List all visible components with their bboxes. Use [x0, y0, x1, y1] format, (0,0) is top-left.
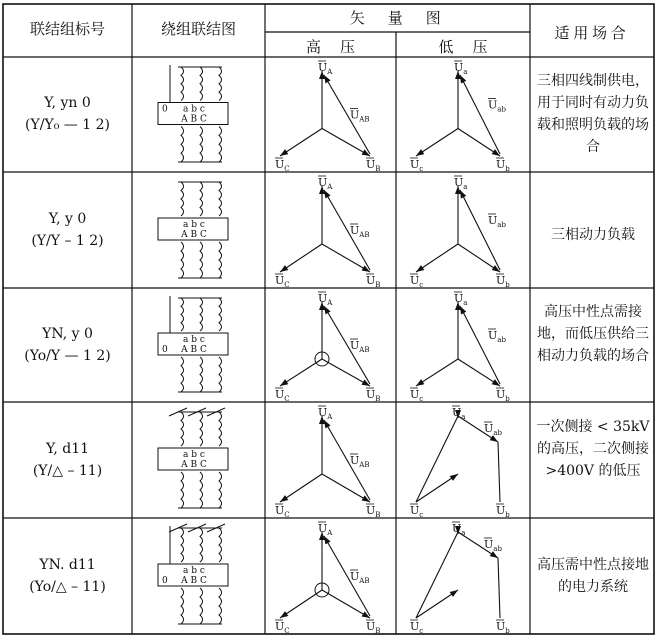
lower-coil	[181, 357, 184, 392]
terminal-labels-lower: a b c	[183, 335, 205, 345]
row-3	[158, 292, 510, 403]
label-Uc: $U_c$	[410, 620, 424, 635]
upper-coil	[181, 412, 184, 446]
high-voltage-phasor	[275, 292, 380, 403]
upper-coil	[181, 182, 184, 216]
terminal-labels-upper: A B C	[181, 230, 207, 240]
header-group-code: 联结组标号	[29, 20, 105, 38]
winding-diagram	[158, 65, 228, 162]
arrow-head	[324, 190, 331, 198]
lower-coil	[200, 472, 203, 508]
upper-coil	[181, 67, 184, 101]
winding-diagram	[158, 296, 228, 392]
label-UA: $U_A$	[318, 292, 333, 307]
label-UB: $U_B$	[366, 274, 381, 289]
label-UB: $U_B$	[366, 504, 381, 519]
high-voltage-phasor	[275, 406, 380, 519]
terminal-labels-lower: a b c	[183, 220, 205, 230]
low-voltage-phasor	[410, 522, 510, 635]
label-UC: $U_C$	[275, 620, 290, 635]
high-voltage-phasor	[275, 522, 380, 635]
arrow-head	[460, 75, 466, 83]
label-UAB: $U_{AB}$	[350, 224, 370, 239]
row-1-usage: 三相四线制供电，用于同时有动力负载和照明负载的场合	[537, 73, 649, 155]
label-UB: $U_B$	[366, 158, 381, 173]
low-voltage-phasor	[410, 292, 510, 403]
label-Uc: $U_c$	[410, 274, 424, 289]
label-Ub: $U_b$	[496, 158, 510, 173]
upper-coil	[219, 412, 222, 446]
upper-coil	[200, 182, 203, 216]
vector-UAB	[324, 75, 370, 154]
row-5-code: YN. d11	[39, 557, 96, 573]
label-Uab: $U_{ab}$	[488, 98, 506, 114]
label-UAB: $U_{AB}$	[350, 108, 370, 124]
row-4-alt: (Y/△ – 11)	[32, 463, 103, 479]
row-2-alt: (Y/Y – 1 2)	[31, 233, 104, 249]
header-usage: 适用场合	[554, 24, 630, 42]
row-2-usage: 三相动力负载	[551, 227, 635, 243]
upper-coil	[219, 182, 222, 216]
label-UA: $U_A$	[318, 406, 333, 421]
lower-coil	[200, 588, 203, 624]
label-UAB: $U_{AB}$	[350, 454, 370, 469]
upper-coil	[181, 528, 184, 562]
label-UAB: $U_{AB}$	[350, 570, 370, 585]
lower-coil	[181, 127, 184, 163]
lower-coil	[219, 357, 222, 392]
arrow-head	[416, 265, 424, 272]
row-2	[158, 176, 510, 289]
row-2-code: Y, y 0	[48, 211, 87, 227]
neutral-label: 0	[162, 345, 168, 355]
label-Uab: $U_{ab}$	[484, 422, 502, 437]
lower-coil	[219, 472, 222, 508]
lower-coil	[200, 127, 203, 163]
lower-coil	[219, 588, 222, 624]
vector-Uab	[460, 190, 500, 270]
label-UA: $U_A$	[318, 176, 333, 191]
winding-diagram	[158, 524, 228, 624]
arrow-head	[416, 379, 424, 386]
upper-coil	[200, 412, 203, 446]
delta-side-ac	[416, 532, 458, 618]
lower-coil	[181, 472, 184, 508]
delta-side-b	[498, 442, 500, 502]
upper-coil	[219, 298, 222, 331]
label-UB: $U_B$	[366, 620, 381, 635]
lower-coil	[181, 588, 184, 624]
label-Uc: $U_c$	[410, 504, 424, 519]
arrow-head	[324, 75, 331, 83]
terminal-labels-lower: a b c	[183, 566, 205, 576]
header-vector-diagram: 矢 量 图	[349, 9, 446, 27]
arrow-head	[450, 474, 458, 481]
label-Uab: $U_{ab}$	[484, 538, 502, 553]
label-UC: $U_C$	[275, 274, 290, 289]
terminal-labels-lower: a b c	[183, 450, 205, 460]
arrow-head	[416, 149, 424, 156]
row-5-usage: 高压需中性点接地的电力系统	[537, 557, 649, 595]
arrow-head	[324, 536, 331, 544]
label-UB: $U_B$	[366, 388, 381, 403]
label-UC: $U_C$	[275, 158, 290, 173]
upper-coil	[219, 67, 222, 101]
label-Ub: $U_b$	[496, 274, 510, 289]
header-winding-diagram: 绕组联结图	[160, 20, 236, 38]
label-Ua: $U_a$	[454, 292, 468, 307]
arrow-head	[450, 590, 458, 597]
upper-coil	[200, 528, 203, 562]
label-Uab: $U_{ab}$	[488, 329, 506, 344]
arrow-head	[324, 306, 331, 314]
arrow-head	[280, 611, 288, 618]
neutral-label: 0	[162, 104, 168, 115]
label-Uab: $U_{ab}$	[488, 214, 506, 229]
header-high-voltage: 高 压	[305, 38, 356, 56]
row-3-code: YN, y 0	[42, 326, 93, 342]
label-Ua: $U_a$	[452, 406, 466, 421]
label-Ub: $U_b$	[496, 504, 510, 519]
row-1	[158, 61, 510, 173]
arrow-head	[280, 149, 288, 156]
label-UC: $U_C$	[275, 388, 290, 403]
row-5-alt: (Yo/△ – 11)	[29, 579, 106, 595]
arrow-head	[460, 306, 466, 314]
lower-coil	[200, 242, 203, 278]
label-UA: $U_A$	[318, 61, 333, 76]
label-UA: $U_A$	[318, 522, 333, 537]
arrow-head	[460, 190, 466, 198]
high-voltage-phasor	[275, 61, 380, 173]
delta-side-ac	[416, 416, 458, 502]
delta-side-b	[498, 558, 500, 618]
vector-Uab	[460, 75, 500, 154]
vector-Uab	[460, 306, 500, 384]
upper-coil	[219, 528, 222, 562]
terminal-labels-upper: A B C	[181, 114, 207, 125]
upper-coil	[200, 298, 203, 331]
label-Ub: $U_b$	[496, 388, 510, 403]
label-Ub: $U_b$	[496, 620, 510, 635]
row-4-usage: 一次侧接 < 35kV 的高压，二次侧接 >400V 的低压	[536, 419, 650, 479]
arrow-head	[280, 379, 288, 386]
lower-coil	[200, 357, 203, 392]
label-Ua: $U_a$	[454, 176, 468, 191]
label-Uc: $U_c$	[410, 158, 424, 173]
header-low-voltage: 低 压	[438, 38, 488, 56]
row-3-usage: 高压中性点需接地，而低压供给三相动力负载的场合	[537, 304, 649, 364]
arrow-head	[280, 495, 288, 502]
low-voltage-phasor	[410, 406, 510, 519]
high-voltage-phasor	[275, 176, 380, 289]
row-1-alt: (Y/Y₀ — 1 2)	[25, 117, 110, 133]
arrow-head	[324, 420, 331, 428]
terminal-labels-upper: A B C	[181, 576, 207, 586]
row-4	[158, 406, 510, 519]
upper-coil	[200, 67, 203, 101]
row-3-alt: (Yo/Y — 1 2)	[24, 348, 111, 364]
label-Ua: $U_a$	[454, 61, 468, 76]
label-Uc: $U_c$	[410, 388, 424, 403]
row-4-code: Y, d11	[45, 441, 90, 457]
lower-coil	[181, 242, 184, 278]
upper-coil	[181, 298, 184, 331]
low-voltage-phasor	[410, 176, 510, 289]
row-1-code: Y, yn 0	[44, 95, 91, 111]
arrow-head	[280, 265, 288, 272]
label-Ua: $U_a$	[452, 522, 466, 537]
lower-coil	[219, 127, 222, 163]
label-UC: $U_C$	[275, 504, 290, 519]
low-voltage-phasor	[410, 61, 510, 173]
label-UAB: $U_{AB}$	[350, 339, 370, 354]
lower-coil	[219, 242, 222, 278]
neutral-label: 0	[162, 576, 168, 586]
vector-UAB	[324, 306, 370, 384]
terminal-labels-upper: A B C	[181, 345, 207, 355]
winding-diagram	[158, 182, 228, 278]
terminal-labels-lower: a b c	[183, 104, 205, 115]
row-5	[158, 522, 510, 635]
winding-diagram	[158, 408, 228, 508]
terminal-labels-upper: A B C	[181, 460, 207, 470]
